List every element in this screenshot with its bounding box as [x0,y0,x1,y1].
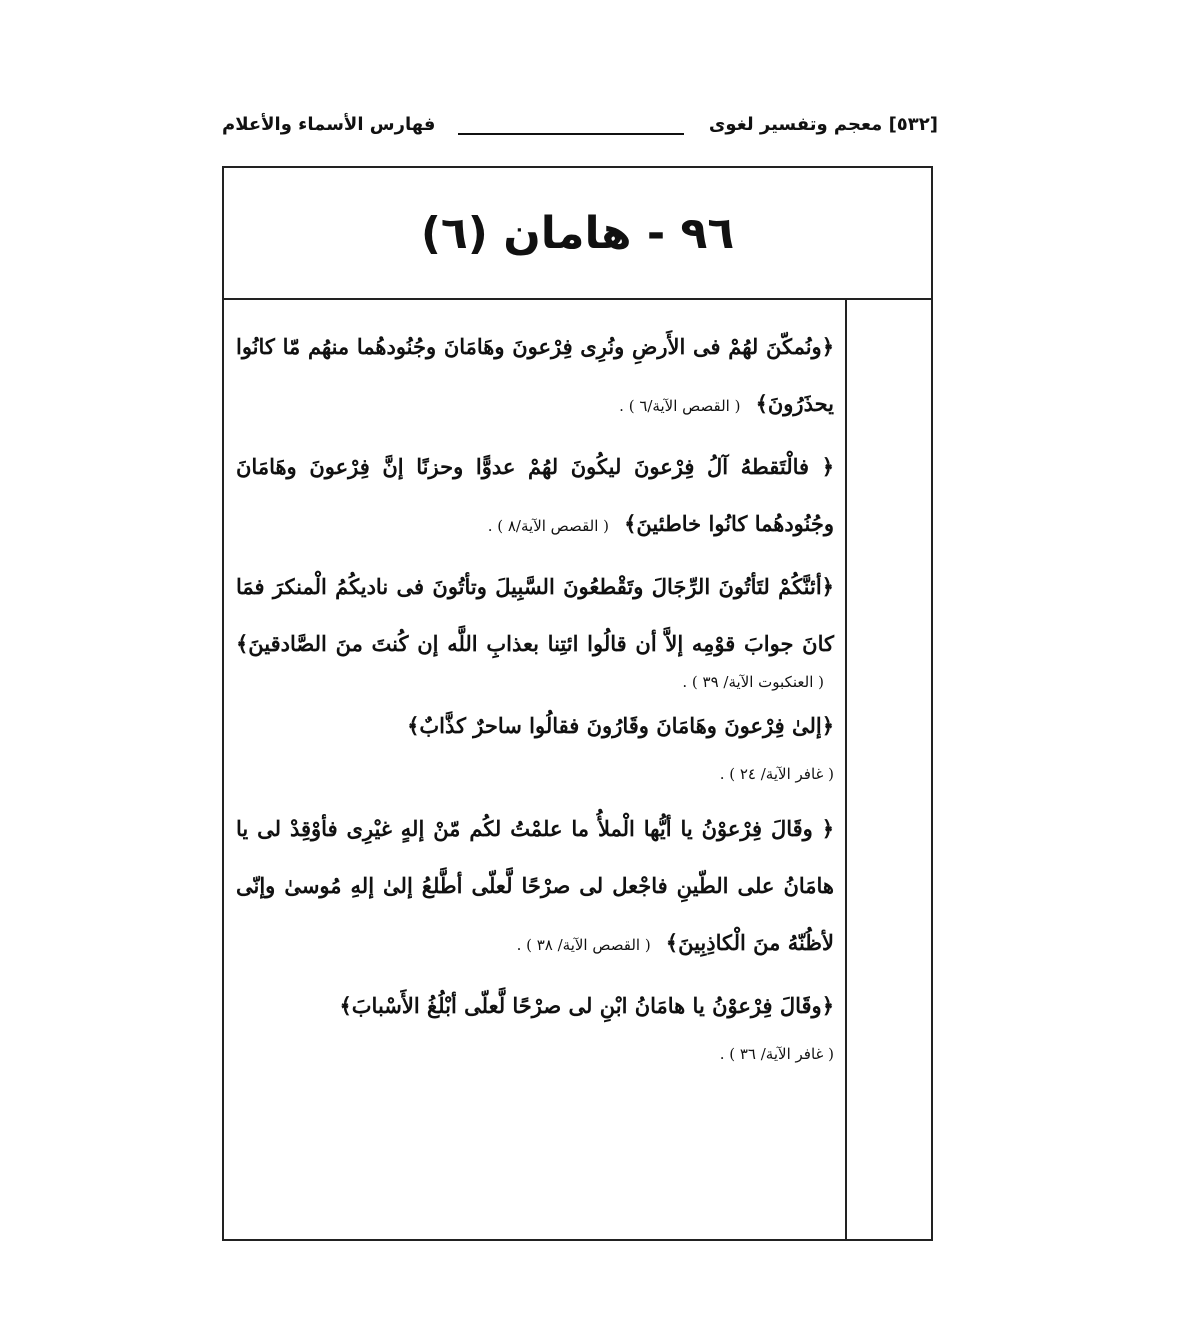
verse-entry-4 [236,697,834,794]
verse-reference: ( القصص الآية/ ٣٨ ) . [516,936,651,954]
verses-list [236,318,834,1080]
title-box [224,168,931,300]
verse-entry-3 [236,558,834,691]
verse-text: ﴿ فالْتَقطهُ آلُ فِرْعونَ ليكُونَ لهُمْ عدوًّا وحزنًا إنَّ فِرْعونَ وهَامَانَ وجُنُودهُما كانُوا خاطئينَ﴾ [236,454,834,536]
verse-entry-1 [236,318,834,432]
page-number-and-book-title: [٥٣٢] معجم وتفسير لغوى [708,114,938,135]
verse-text: ﴿ونُمكّنَ لهُمْ فى الأَرضِ ونُرِى فِرْعونَ وهَامَانَ وجُنُودهُما منهُم مّا كانُوا يحذَرُونَ﴾ [236,334,834,416]
verse-reference: ( غافر الآية/ ٣٦ ) . [719,1045,834,1063]
verse-text: ﴿وقَالَ فِرْعوْنُ يا هامَانُ ابْنِ لى صرْحًا لَّعلّى أبْلُغُ الأَسْبابَ﴾ [339,993,834,1018]
verse-reference: ( غافر الآية/ ٢٤ ) . [719,765,834,783]
margin-column [845,300,931,1239]
entry-title: ٩٦ - هامان (٦) [420,207,735,259]
verse-entry-5 [236,800,834,971]
header-rule [458,133,684,135]
verse-entry-6 [236,977,834,1074]
content-frame [222,166,933,1241]
verse-text: ﴿أئنَّكُمْ لتَأتُونَ الرِّجَالَ وتَقْطعُونَ السَّبِيلَ وتأتُونَ فى ناديكُمُ الْمنكرَ فمَا كانَ جوابَ قوْمِه إلاَّ أن قالُوا ائتِنا بعذابِ اللَّه إن كُنتَ منَ الصَّادقينَ﴾ [236,574,834,656]
verse-reference: ( العنكبوت الآية/ ٣٩ ) . [682,673,824,691]
page-header [222,114,938,144]
verse-text: ﴿ وقَالَ فِرْعوْنُ يا أيُّها الْملأُ ما علمْتُ لكُم مّنْ إلهٍ غيْرِى فأوْقِدْ لى يا هامَانُ على الطّينِ فاجْعل لى صرْحًا لَّعلّى أطَّلعُ إلىٰ إلهِ مُوسىٰ وإنّى لأظُنّهُ منَ الْكاذِبِينَ﴾ [236,816,834,955]
section-title: فهارس الأسماء والأعلام [222,114,436,135]
verse-text: ﴿إلىٰ فِرْعونَ وهَامَانَ وقَارُونَ فقالُوا ساحرٌ كذَّابٌ﴾ [407,713,834,738]
verse-reference: ( القصص الآية/٨ ) . [487,517,610,535]
verse-reference: ( القصص الآية/٦ ) . [619,397,741,415]
verse-entry-2 [236,438,834,552]
